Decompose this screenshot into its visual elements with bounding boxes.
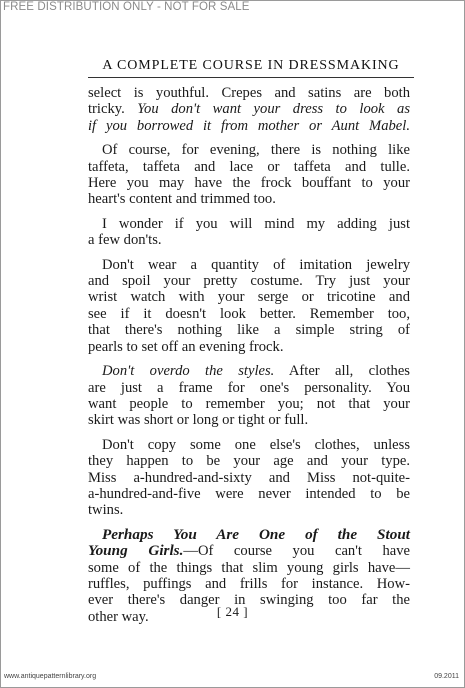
text-line [88,363,410,379]
text-line: select is youthful. Crepes and satins are both [88,85,410,101]
text-line: Here you may have the frock bouffant to your [88,175,410,192]
text-line: Miss a-hundred-and-sixty and Miss not-quite- [88,469,410,486]
text-line: Don't wear a quantity of imitation jewelry [102,256,410,273]
paragraph-2 [88,142,410,208]
text-line: are just a frame for one's personality. You [88,379,410,396]
paragraph-3 [88,216,410,249]
text-line [88,543,410,559]
text-line: ruffles, puffings and frills for instance. How- [88,575,410,592]
text-line: other way. [88,608,149,625]
text-line [88,101,410,117]
italic-text: Don't overdo the styles. [102,363,275,380]
text-run: tricky. [88,101,138,118]
text-line: I wonder if you will mind my adding just [102,215,410,232]
text-line: want people to remember you; not that your [88,395,410,412]
text-line: a few don'ts. [88,232,162,249]
text-line: taffeta, taffeta and lace or taffeta and tulle. [88,158,410,175]
page-number: [ 24 ] [216,604,249,619]
text-run: —Of course you can't have [183,543,410,560]
text-line: ever there's danger in swinging too far the [88,592,410,609]
text-line: Don't copy some one else's clothes, unless [102,436,410,453]
text-line: see if it doesn't look better. Remember too, [88,305,410,322]
footer-date: 09.2011 [434,673,459,680]
text-line: they happen to be your age and your type. [88,453,410,470]
text-line: heart's content and trimmed too. [88,191,276,208]
text-line: wrist watch with your serge or tricotine and [88,289,410,306]
footer-website: www.antiquepatternlibrary.org [4,673,97,680]
section-subheading: Perhaps You Are One of the Stout [102,525,410,543]
text-line: some of the things that slim young girls have— [88,559,410,576]
paragraph-1 [88,85,410,134]
text-line: twins. [88,502,124,519]
section-subheading: Young Girls. [88,542,184,560]
running-head: A COMPLETE COURSE IN DRESSMAKING [102,58,400,73]
text-line: skirt was short or long or tight or full. [88,412,309,429]
text-line: and spoil your pretty costume. Try just your [88,273,410,290]
header-rule [88,77,414,78]
distribution-notice: FREE DISTRIBUTION ONLY - NOT FOR SALE [3,1,250,13]
paragraph-6 [88,437,410,519]
italic-text-line: if you borrowed it from mother or Aunt Mabel. [88,117,410,134]
italic-text: You don't want your dress to look as [137,101,411,118]
paragraph-4 [88,257,410,355]
text-line: that there's nothing like a simple string of [88,322,410,339]
body-text [88,85,410,625]
text-line: Of course, for evening, there is nothing like [102,142,410,159]
paragraph-5 [88,363,410,429]
text-line: pearls to set off an evening frock. [88,338,284,355]
text-line: a-hundred-and-five were never intended to be [88,485,410,502]
text-run: After all, clothes [274,363,410,380]
